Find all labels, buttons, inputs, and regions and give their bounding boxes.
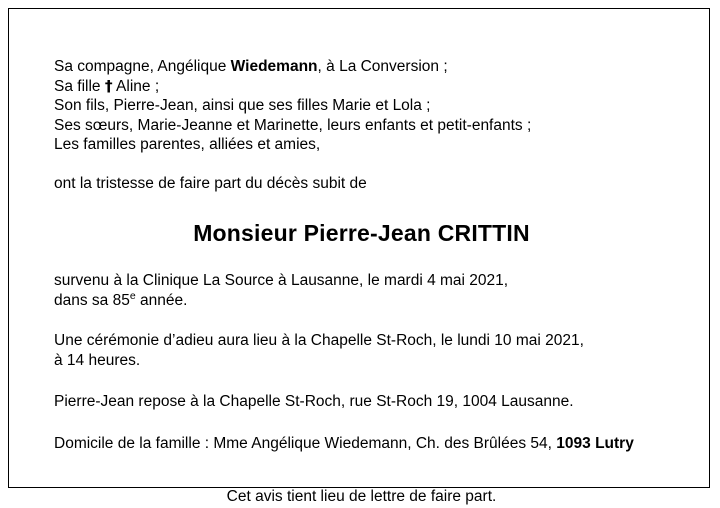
- daughter-suffix-text: Aline ;: [112, 77, 160, 95]
- partner-prefix-text: Sa compagne, Angélique: [54, 58, 231, 75]
- family-address-prefix: Domicile de la famille : Mme Angélique Wiedemann, Ch. des Brûlées 54,: [54, 434, 557, 452]
- ceremony-line-1: Une cérémonie d’adieu aura lieu à la Chapelle St-Roch, le lundi 10 mai 2021,: [54, 332, 584, 349]
- announcement-text: ont la tristesse de faire part du décès subit de: [54, 174, 367, 192]
- death-details-line-2: [54, 291, 669, 311]
- death-details-block: [54, 271, 669, 310]
- family-address-city: 1093 Lutry: [556, 434, 634, 452]
- survivor-line-families: Les familles parentes, alliées et amies,: [54, 136, 321, 153]
- death-notice-card: [8, 8, 710, 505]
- age-suffix-text: année.: [135, 291, 188, 309]
- survivor-line-daughter: [54, 77, 669, 97]
- daughter-prefix-text: Sa fille: [54, 77, 105, 95]
- survivor-line-son: Son fils, Pierre-Jean, ainsi que ses filles Marie et Lola ;: [54, 97, 431, 114]
- repose-text: Pierre-Jean repose à la Chapelle St-Roch, rue St-Roch 19, 1004 Lausanne.: [54, 393, 574, 410]
- notice-body: [54, 57, 669, 507]
- survivor-line-sisters: Ses sœurs, Marie-Jeanne et Marinette, leurs enfants et petit-enfants ;: [54, 116, 532, 134]
- ceremony-block: [54, 331, 669, 370]
- partner-suffix-text: , à La Conversion ;: [317, 58, 448, 75]
- age-prefix-text: dans sa 85: [54, 291, 130, 309]
- death-details-line-1: survenu à la Clinique La Source à Lausanne, le mardi 4 mai 2021,: [54, 272, 509, 289]
- partner-surname: Wiedemann: [230, 58, 318, 75]
- survivor-line-partner: [54, 57, 669, 77]
- family-address-text: [54, 434, 669, 454]
- age-ordinal-suffix: e: [129, 289, 136, 302]
- closing-statement: Cet avis tient lieu de lettre de faire part.: [226, 488, 497, 505]
- cross-icon: †: [104, 76, 113, 95]
- deceased-name: Monsieur Pierre-Jean CRITTIN: [193, 220, 530, 246]
- ceremony-line-2: à 14 heures.: [54, 351, 141, 369]
- survivors-block: [54, 57, 669, 155]
